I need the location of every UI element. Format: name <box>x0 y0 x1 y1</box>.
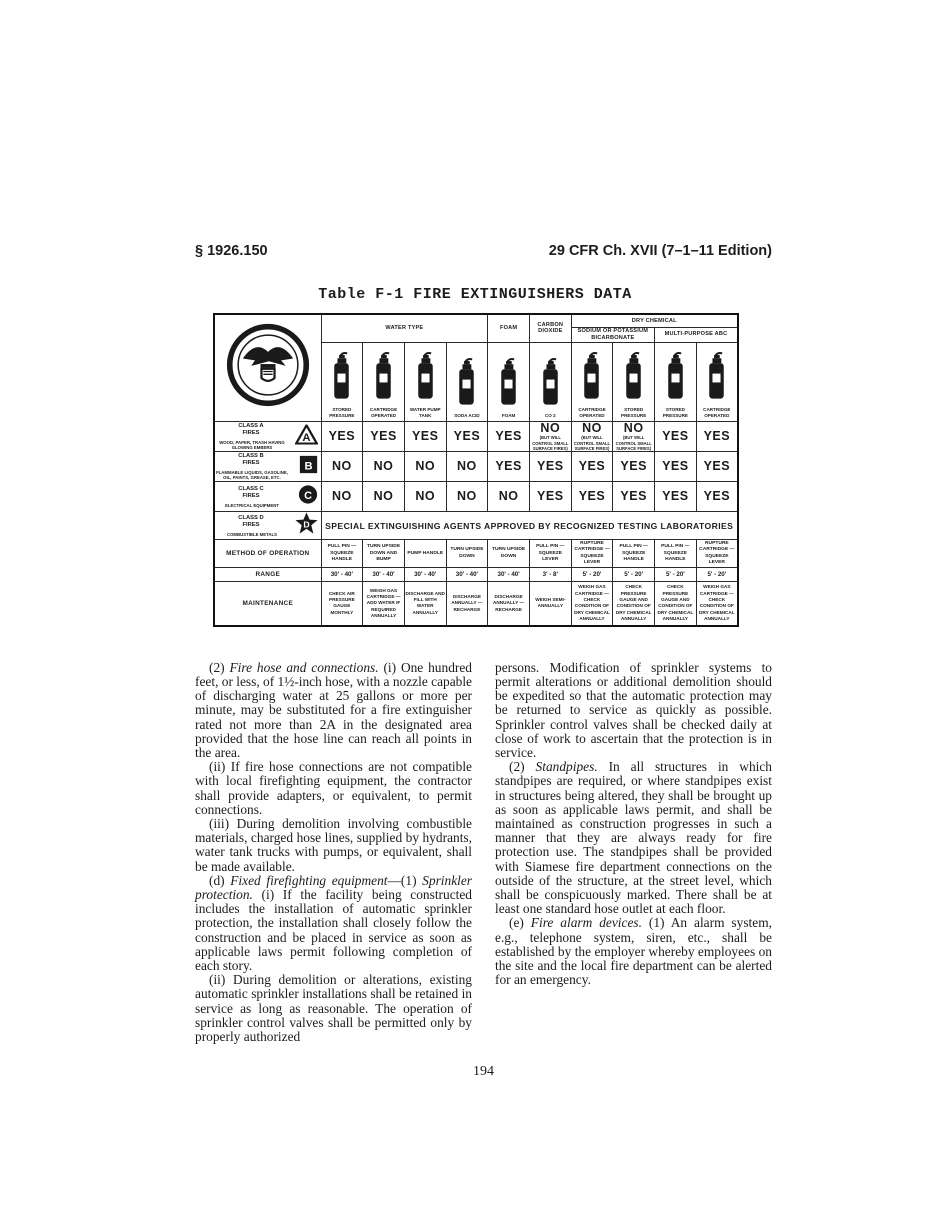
class-c-subtitle: FIRES <box>242 492 260 499</box>
page-content <box>195 243 772 1080</box>
yes-value: YES <box>662 489 689 504</box>
class-b-value-8 <box>613 452 655 482</box>
method-of-operation-value-5: TURN UPSIDE DOWN <box>488 540 530 568</box>
range-value-5: 30' - 40' <box>488 568 530 582</box>
range-value-7: 5' - 20' <box>571 568 613 582</box>
fire-extinguisher-icon <box>665 351 686 406</box>
extinguisher-type-label: CARTRIDGE OPERATED <box>703 407 731 418</box>
left-text-column <box>195 661 472 1044</box>
class-b-value-9 <box>655 452 697 482</box>
yes-value: YES <box>453 429 481 444</box>
class-d-label-cell <box>214 512 321 540</box>
header-foam: FOAM <box>488 314 530 342</box>
maintenance-value-1: CHECK AIR PRESSURE GAUGE MONTHLY <box>321 582 363 626</box>
regulation-paragraph: (ii) If fire hose connections are not compatible with local firefighting equipment, the contractor shall provide adapters, or equivalent, to permit connections. <box>195 759 472 817</box>
range-value-4: 30' - 40' <box>446 568 488 582</box>
class-b-value-2 <box>363 452 405 482</box>
maintenance-value-5: DISCHARGE ANNUALLY — RECHARGE <box>488 582 530 626</box>
svg-text:A: A <box>301 431 311 444</box>
class-a-value-8 <box>613 421 655 451</box>
class-c-value-3 <box>404 482 446 512</box>
extinguisher-column-9 <box>655 342 697 421</box>
class-a-value-5 <box>488 421 530 451</box>
fire-extinguisher-icon <box>540 357 561 412</box>
method-of-operation-value-10: RUPTURE CARTRIDGE — SQUEEZE LEVER <box>696 540 738 568</box>
range-value-3: 30' - 40' <box>404 568 446 582</box>
class-c-value-5 <box>488 482 530 512</box>
yes-value: YES <box>537 489 564 504</box>
yes-value: YES <box>662 429 689 444</box>
method-of-operation-value-2: TURN UPSIDE DOWN AND BUMP <box>363 540 405 568</box>
class-c-value-2 <box>363 482 405 512</box>
header-multi-purpose-abc: MULTI-PURPOSE ABC <box>655 328 738 343</box>
class-a-value-7 <box>571 421 613 451</box>
class-c-value-4 <box>446 482 488 512</box>
maintenance-value-7: WEIGH GAS CARTRIDGE — CHECK CONDITION OF DRY CHEMICAL ANNUALLY <box>571 582 613 626</box>
yes-value: YES <box>620 489 647 504</box>
yes-value: YES <box>328 429 356 444</box>
method-of-operation-row-label: METHOD OF OPERATION <box>214 540 321 568</box>
yes-value: YES <box>495 459 522 474</box>
yes-value: YES <box>411 429 439 444</box>
no-value: NO <box>331 489 352 504</box>
class-c-value-6 <box>529 482 571 512</box>
fire-extinguisher-icon <box>415 351 436 406</box>
page-number: 194 <box>473 1064 494 1080</box>
extinguisher-column-7 <box>571 342 613 421</box>
maintenance-value-6: WEIGH SEMI-ANNUALLY <box>529 582 571 626</box>
extinguisher-column-1 <box>321 342 363 421</box>
class-c-title: CLASS C <box>238 485 264 492</box>
svg-text:C: C <box>303 489 312 502</box>
extinguisher-type-label: CARTRIDGE OPERATED <box>369 407 398 418</box>
yes-value: YES <box>662 459 689 474</box>
extinguisher-column-3 <box>404 342 446 421</box>
yes-value: YES <box>620 459 647 474</box>
class-c-value-8 <box>613 482 655 512</box>
class-a-value-6 <box>529 421 571 451</box>
header-dry-chemical: DRY CHEMICAL <box>571 314 738 328</box>
running-head <box>195 243 772 259</box>
maintenance-value-10: WEIGH GAS CARTRIDGE — CHECK CONDITION OF DRY CHEMICAL ANNUALLY <box>696 582 738 626</box>
class-b-square-icon <box>299 455 318 479</box>
special-extinguishing-agents-note: SPECIAL EXTINGUISHING AGENTS APPROVED BY RECOGNIZED TESTING LABORATORIES <box>321 512 738 540</box>
class-b-value-5 <box>488 452 530 482</box>
no-value: NO <box>331 459 352 474</box>
no-value-note: (BUT WILL CONTROL SMALL SURFACE FIRES) <box>573 435 611 451</box>
range-value-8: 5' - 20' <box>613 568 655 582</box>
fire-extinguisher-icon <box>498 357 519 412</box>
method-of-operation-value-1: PULL PIN — SQUEEZE HANDLE <box>321 540 363 568</box>
regulation-paragraph: (2) Fire hose and connections. (i) One hundred feet, or less, of 1½-inch hose, with a nozzle capable of discharging water at 25 gallons or more per minute, may be substituted for a fire extinguisher rated not more than 2A in the designated area provided that the hose line can reach all points in the area. <box>195 659 473 760</box>
class-a-label-cell <box>214 421 321 451</box>
extinguisher-type-label: CARTRIDGE OPERATED <box>578 407 606 418</box>
method-of-operation-value-9: PULL PIN — SQUEEZE HANDLE <box>655 540 697 568</box>
regulation-paragraph: (d) Fixed firefighting equipment—(1) Sprinkler protection. (i) If the facility being constructed includes the installation of automatic sprinkler protection, the installation shall closely follow the construction and be placed in service as soon as applicable laws permit following completion of each story. <box>195 872 473 973</box>
no-value: NO <box>415 489 436 504</box>
class-b-value-3 <box>404 452 446 482</box>
fire-extinguisher-icon <box>581 351 602 406</box>
yes-value: YES <box>370 429 397 444</box>
extinguisher-type-label: SODA ACID <box>454 412 480 418</box>
yes-value: YES <box>703 459 731 474</box>
yes-value: YES <box>537 459 564 474</box>
section-number: § 1926.150 <box>195 243 268 259</box>
range-value-2: 30' - 40' <box>363 568 405 582</box>
class-b-label-cell <box>214 452 321 482</box>
class-a-title: CLASS A <box>238 422 264 429</box>
no-value: NO <box>415 459 436 474</box>
maintenance-value-8: CHECK PRESSURE GAUGE AND CONDITION OF DRY CHEMICAL ANNUALLY <box>613 582 655 626</box>
no-value: NO <box>373 489 394 504</box>
class-b-value-1 <box>321 452 363 482</box>
maintenance-row-label: MAINTENANCE <box>214 582 321 626</box>
no-value-note: (BUT WILL CONTROL SMALL SURFACE FIRES) <box>615 435 652 451</box>
extinguisher-column-10 <box>696 342 738 421</box>
class-b-value-10 <box>696 452 738 482</box>
regulation-paragraph: (iii) During demolition involving combustible materials, charged hose lines, supplied by hydrants, water tank trucks with pumps, or equivalent, shall be made available. <box>195 815 472 874</box>
class-a-triangle-icon <box>295 424 318 449</box>
header-water-type: WATER TYPE <box>321 314 488 342</box>
svg-text:B: B <box>303 459 313 472</box>
extinguisher-column-8 <box>613 342 655 421</box>
edition-header: 29 CFR Ch. XVII (7–1–11 Edition) <box>548 243 772 259</box>
class-a-value-10 <box>696 421 738 451</box>
table-title: Table F-1 FIRE EXTINGUISHERS DATA <box>318 286 632 303</box>
extinguisher-type-label: STORED PRESSURE <box>621 407 647 418</box>
yes-value: YES <box>495 429 522 444</box>
extinguisher-column-2 <box>363 342 405 421</box>
class-c-value-7 <box>571 482 613 512</box>
no-value: NO <box>373 459 394 474</box>
maintenance-value-4: DISCHARGE ANNUALLY — RECHARGE <box>446 582 488 626</box>
class-a-value-3 <box>404 421 446 451</box>
class-c-label-cell <box>214 482 321 512</box>
right-text-column <box>495 661 772 1044</box>
method-of-operation-value-8: PULL PIN — SQUEEZE HANDLE <box>613 540 655 568</box>
range-value-1: 30' - 40' <box>321 568 363 582</box>
range-value-9: 5' - 20' <box>655 568 697 582</box>
fire-extinguisher-icon <box>331 351 352 406</box>
class-a-value-2 <box>363 421 405 451</box>
no-value: NO <box>457 459 477 474</box>
no-value: NO <box>498 489 519 504</box>
yes-value: YES <box>578 459 606 474</box>
extinguisher-column-4 <box>446 342 488 421</box>
class-c-value-10 <box>696 482 738 512</box>
fire-extinguisher-icon <box>623 351 644 406</box>
method-of-operation-value-3: PUMP HANDLE <box>404 540 446 568</box>
extinguisher-type-label: STORED PRESSURE <box>329 407 355 418</box>
regulation-paragraph: (ii) During demolition or alterations, existing automatic sprinkler installations shall be retained in service as long as reasonable. The operation of sprinkler control valves shall be permitted only by properly authorized <box>195 972 472 1044</box>
class-b-value-6 <box>529 452 571 482</box>
extinguisher-column-6 <box>529 342 571 421</box>
class-a-description: WOOD, PAPER, TRASH HAVING GLOWING EMBERS <box>219 439 285 451</box>
class-a-value-1 <box>321 421 363 451</box>
fire-extinguishers-data-table <box>213 313 739 627</box>
class-c-circle-icon <box>298 484 318 509</box>
yes-value: YES <box>703 489 731 504</box>
method-of-operation-value-6: PULL PIN — SQUEEZE LEVER <box>529 540 571 568</box>
class-a-value-4 <box>446 421 488 451</box>
extinguisher-column-5 <box>488 342 530 421</box>
header-carbon-dioxide: CARBON DIOXIDE <box>529 314 571 342</box>
regulation-paragraph: (2) Standpipes. In all structures in which standpipes are required, or where standpipes exist in structures being altered, they shall be brought up as soon as applicable laws permit, and shall be maintained as construction progresses in such a manner that they are always ready for fire protection use. The standpipes shall be provided with Siamese fire department connections on the outside of the structure, at the street level, which shall be conspicuously marked. There shall be at least one standard hose outlet at each floor. <box>495 759 772 917</box>
fire-extinguisher-icon <box>706 351 727 406</box>
svg-text:D: D <box>302 519 310 530</box>
extinguisher-type-label: WATER PUMP TANK <box>409 407 441 418</box>
class-a-value-9 <box>655 421 697 451</box>
no-value: NO <box>623 421 644 435</box>
class-a-subtitle: FIRES <box>242 429 260 436</box>
header-sodium-or-potassium-bicarbonate: SODIUM OR POTASSIUM BICARBONATE <box>571 328 654 343</box>
extinguisher-type-label: CO 2 <box>544 412 556 418</box>
extinguisher-type-label: FOAM <box>501 412 516 418</box>
range-row-label: RANGE <box>214 568 321 582</box>
range-value-6: 3' - 8' <box>529 568 571 582</box>
class-b-value-4 <box>446 452 488 482</box>
no-value-note: (BUT WILL CONTROL SMALL SURFACE FIRES) <box>532 435 569 451</box>
regulation-paragraph: persons. Modification of sprinkler systems to permit alterations or additional demolition should be expedited so that the automatic protection may be returned to service as quickly as possible. Sprinkler control valves shall be checked daily at close of work to ascertain that the protection is in service. <box>495 659 772 760</box>
no-value: NO <box>540 421 561 435</box>
regulation-paragraph: (e) Fire alarm devices. (1) An alarm system, e.g., telephone system, siren, etc., shall be established by the employer whereby employees on the site and the local fire department can be alerted for an emergency. <box>495 915 772 988</box>
fire-extinguisher-icon <box>373 351 394 406</box>
class-b-value-7 <box>571 452 613 482</box>
body-text-columns <box>195 661 772 1044</box>
no-value: NO <box>582 421 602 435</box>
class-c-value-1 <box>321 482 363 512</box>
range-value-10: 5' - 20' <box>696 568 738 582</box>
class-c-description: ELECTRICAL EQUIPMENT <box>225 502 279 508</box>
class-b-description: FLAMMABLE LIQUIDS, GASOLINE, OIL, PAINTS, GREASE, ETC. <box>216 470 288 481</box>
maintenance-value-2: WEIGH GAS CARTRIDGE — ADD WATER IF REQUIRED ANNUALLY <box>363 582 405 626</box>
method-of-operation-value-7: RUPTURE CARTRIDGE — SQUEEZE LEVER <box>571 540 613 568</box>
no-value: NO <box>457 489 477 504</box>
yes-value: YES <box>703 429 731 444</box>
class-b-title: CLASS B <box>238 453 264 460</box>
maintenance-value-3: DISCHARGE AND FILL WITH WATER ANNUALLY <box>404 582 446 626</box>
class-d-description: COMBUSTIBLE METALS <box>226 531 278 537</box>
class-c-value-9 <box>655 482 697 512</box>
method-of-operation-value-4: TURN UPSIDE DOWN <box>446 540 488 568</box>
fire-extinguishers-table <box>213 313 772 627</box>
department-of-labor-seal-icon <box>214 314 321 421</box>
yes-value: YES <box>578 489 606 504</box>
fire-extinguisher-icon <box>456 357 477 412</box>
class-d-star-icon <box>295 512 318 540</box>
extinguisher-type-label: STORED PRESSURE <box>662 407 688 418</box>
maintenance-value-9: CHECK PRESSURE GAUGE AND CONDITION OF DRY CHEMICAL ANNUALLY <box>655 582 697 626</box>
class-d-subtitle: FIRES <box>242 521 260 528</box>
class-d-title: CLASS D <box>238 514 264 521</box>
class-b-subtitle: FIRES <box>242 460 260 467</box>
